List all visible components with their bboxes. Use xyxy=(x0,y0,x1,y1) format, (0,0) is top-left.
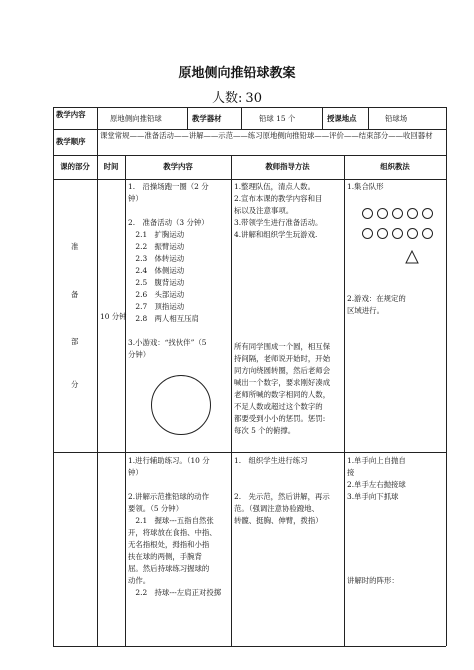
content-line: 开，将球放在食指、中指、 xyxy=(128,528,217,537)
column-header: 组织教法 xyxy=(380,162,410,171)
org-line: 接 xyxy=(347,468,355,477)
content-line: 钟） xyxy=(128,468,143,477)
content-line: 2.3 体转运动 xyxy=(128,254,185,263)
table-border-left xyxy=(53,107,54,646)
content-line: 1. 沿操场跑一圈（2 分 xyxy=(128,182,209,191)
method-line: 转髋、挺胸、伸臂，拨指） xyxy=(234,516,323,525)
content-line: 2.6 头部运动 xyxy=(128,290,185,299)
content-line: 动作。 xyxy=(128,576,151,585)
student-marker xyxy=(377,208,388,219)
method-line: 所有同学围成一个圆，相互保 xyxy=(234,342,331,351)
student-marker xyxy=(407,208,418,219)
org-line: 2.游戏：在规定的 xyxy=(347,294,406,303)
content-line: 2.讲解示范推铅球的动作 xyxy=(128,492,209,501)
student-marker xyxy=(362,208,373,219)
method-line: 都要受到小小的惩罚。惩罚: xyxy=(234,414,326,423)
content-line: 2.1 扩胸运动 xyxy=(128,230,185,239)
method-line: 2. 先示范，然后讲解，再示 xyxy=(234,492,330,501)
org-line: 3.单手向下抓球 xyxy=(347,492,399,501)
method-line: 4.讲解和组织学生玩游戏. xyxy=(234,230,318,239)
student-count-label: 人数: xyxy=(212,91,243,106)
content-line: 1.进行辅助练习。（10 分 xyxy=(128,456,210,465)
content-line: 要领。（5 分钟） xyxy=(128,504,184,513)
method-line: 不足人数或超过这个数字的 xyxy=(234,402,323,411)
org-line: 区域进行。 xyxy=(347,306,384,315)
content-value: 原地侧向推铅球 xyxy=(110,114,162,123)
content-line: 2.2 振臂运动 xyxy=(128,242,185,251)
org-line: 讲解时的阵形： xyxy=(347,576,399,585)
content-line: 钟） xyxy=(128,194,143,203)
table-line xyxy=(231,155,232,646)
column-header: 教师指导方法 xyxy=(265,162,310,171)
teacher-marker xyxy=(405,250,419,264)
equipment-value: 铅球 15 个 xyxy=(259,114,296,123)
student-marker xyxy=(422,228,433,239)
table-line xyxy=(97,107,98,646)
table-line xyxy=(344,155,345,646)
content-line: 2. 准备活动（3 分钟） xyxy=(128,218,209,227)
page-title: 原地侧向推铅球教案 xyxy=(178,66,296,81)
org-line: 1.集合队形 xyxy=(347,182,384,191)
column-header: 教学内容 xyxy=(163,162,193,171)
location-label: 授课地点 xyxy=(327,114,357,123)
table-line xyxy=(53,452,446,453)
content-line: 3.小游戏：“找伙伴”（5 xyxy=(128,338,207,347)
table-line xyxy=(322,107,323,129)
student-marker xyxy=(407,228,418,239)
location-value: 铅球场 xyxy=(385,114,408,123)
table-line xyxy=(53,155,446,156)
table-line xyxy=(368,107,369,129)
content-line: 2.7 顶指运动 xyxy=(128,302,185,311)
student-marker xyxy=(422,208,433,219)
student-marker xyxy=(392,208,403,219)
content-line: 2.4 体侧运动 xyxy=(128,266,185,275)
method-line: 老师所喊的数字相同的人数， xyxy=(234,390,331,399)
method-line: 3.带领学生进行准备活动。 xyxy=(234,218,323,227)
org-line: 2.单手左右抛接球 xyxy=(347,480,406,489)
column-header: 课的部分 xyxy=(60,162,90,171)
method-line: 每次 5 个的俯撑。 xyxy=(234,426,296,435)
method-line: 范。（强调注意协验蹬地、 xyxy=(234,504,319,513)
content-line: 2.2 持球---左肩正对投掷 xyxy=(128,588,222,597)
content-line: 2.1 握球---五指自然张 xyxy=(128,516,214,525)
equipment-label: 教学器材 xyxy=(192,114,222,123)
method-line: 标以及注意事项。 xyxy=(234,206,294,215)
method-line: 2.宣布本课的教学内容和目 xyxy=(234,194,323,203)
table-border-right xyxy=(446,107,447,646)
content-line: 屈。然后持球练习握球的 xyxy=(128,564,210,573)
student-marker xyxy=(392,228,403,239)
table-line xyxy=(241,107,242,129)
student-count xyxy=(0,87,474,106)
content-label: 教学内容 xyxy=(56,110,86,119)
table-line xyxy=(125,155,126,646)
method-line: 同方向绕圆转圈，然后老师会 xyxy=(234,366,331,375)
order-value: 课堂常规——准备活动——讲解——示范——练习原地侧向推铅球——评价——结束部分——收回器材 xyxy=(100,131,433,140)
part-label-char: 分 xyxy=(71,380,79,389)
method-line: 1.整理队伍，清点人数。 xyxy=(234,182,315,191)
table-border-top xyxy=(53,107,446,108)
content-line: 扶在球的两侧，手腕背 xyxy=(128,552,202,561)
org-line: 1.单手向上自抛自 xyxy=(347,456,406,465)
column-header: 时间 xyxy=(103,162,119,171)
student-count-value: 30 xyxy=(245,91,262,106)
method-line: 1. 组织学生进行练习 xyxy=(234,456,308,465)
method-line: 持间隔，老师说开始时，开始 xyxy=(234,354,331,363)
table-line xyxy=(53,179,446,180)
part-label-char: 部 xyxy=(71,337,79,346)
content-line: 无名指根处，拇指和小指 xyxy=(128,540,210,549)
content-line: 分钟） xyxy=(128,350,151,359)
table-border-bottom xyxy=(53,646,446,647)
table-line xyxy=(187,107,188,129)
student-marker xyxy=(377,228,388,239)
game-circle-diagram xyxy=(151,375,211,435)
student-marker xyxy=(362,228,373,239)
prep-time: 10 分钟 xyxy=(100,312,127,321)
method-line: 喊出一个数字，要求刚好凑成 xyxy=(234,378,331,387)
content-line: 2.8 两人相互压肩 xyxy=(128,314,199,323)
part-label-char: 准 xyxy=(71,242,79,251)
part-label-char: 备 xyxy=(71,290,79,299)
content-line: 2.5 腹背运动 xyxy=(128,278,185,287)
order-label: 教学顺序 xyxy=(56,137,86,146)
